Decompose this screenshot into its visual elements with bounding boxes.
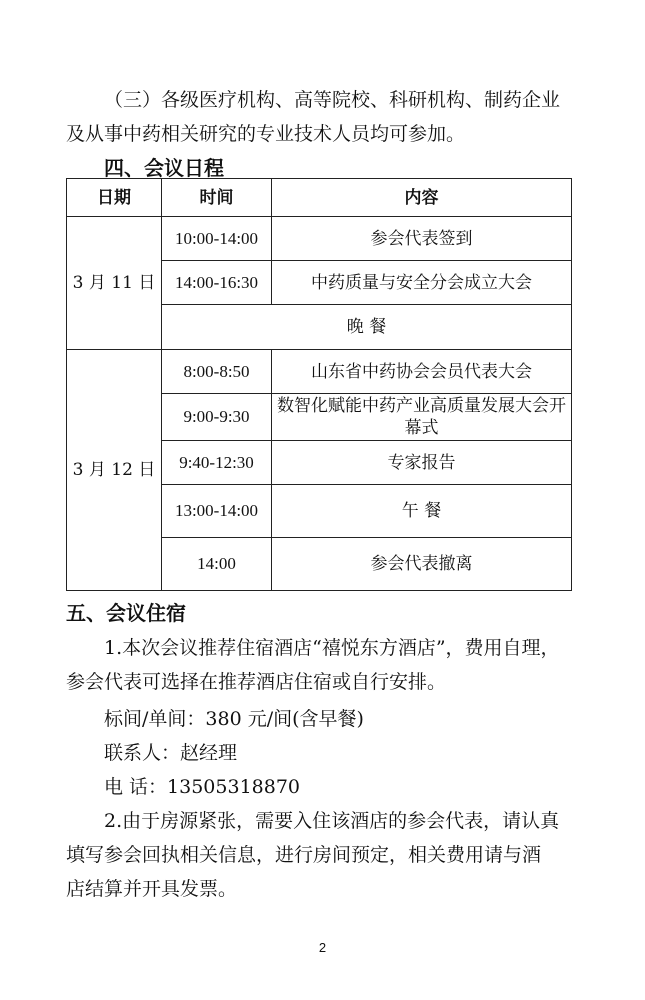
time-cell: 14:00 [162,538,272,591]
date-cell-day1: 3 月 11 日 [67,217,162,350]
content-cell: 山东省中药协会会员代表大会 [272,350,572,394]
content-cell: 中药质量与安全分会成立大会 [272,261,572,305]
lodging-para-2-line-3: 店结算并开具发票。 [66,878,238,900]
intro-line-1: （三）各级医疗机构、高等院校、科研机构、制药企业 [104,89,561,111]
header-time: 时间 [162,179,272,217]
content-cell: 数智化赋能中药产业高质量发展大会开幕式 [272,394,572,441]
dinner-cell: 晚 餐 [162,305,572,350]
time-cell: 9:00-9:30 [162,394,272,441]
lodging-para-1-line-2: 参会代表可选择在推荐酒店住宿或自行安排。 [66,671,447,693]
time-cell: 10:00-14:00 [162,217,272,261]
table-header-row [67,179,572,217]
section-5-title: 五、会议住宿 [66,601,186,625]
lodging-para-1-line-1: 1.本次会议推荐住宿酒店“禧悦东方酒店”，费用自理， [104,637,560,659]
contact-person: 联系人：赵经理 [104,742,238,764]
header-date: 日期 [67,179,162,217]
time-cell: 13:00-14:00 [162,485,272,538]
time-cell: 8:00-8:50 [162,350,272,394]
page-number: 2 [318,940,327,955]
content-cell: 参会代表签到 [272,217,572,261]
table-row [67,350,572,394]
section-4-title: 四、会议日程 [104,156,224,180]
date-cell-day2: 3 月 12 日 [67,350,162,591]
lodging-para-2-line-1: 2.由于房源紧张，需要入住该酒店的参会代表，请认真 [104,810,560,832]
content-cell: 参会代表撤离 [272,538,572,591]
content-cell: 午 餐 [272,485,572,538]
table-row [67,217,572,261]
header-content: 内容 [272,179,572,217]
intro-line-2: 及从事中药相关研究的专业技术人员均可参加。 [66,123,466,145]
schedule-table [66,178,572,591]
time-cell: 14:00-16:30 [162,261,272,305]
room-price: 标间/单间：380 元/间(含早餐) [104,708,364,730]
time-cell: 9:40-12:30 [162,441,272,485]
lodging-para-2-line-2: 填写参会回执相关信息，进行房间预定，相关费用请与酒 [66,844,542,866]
contact-phone: 电 话：13505318870 [104,776,301,798]
content-cell: 专家报告 [272,441,572,485]
